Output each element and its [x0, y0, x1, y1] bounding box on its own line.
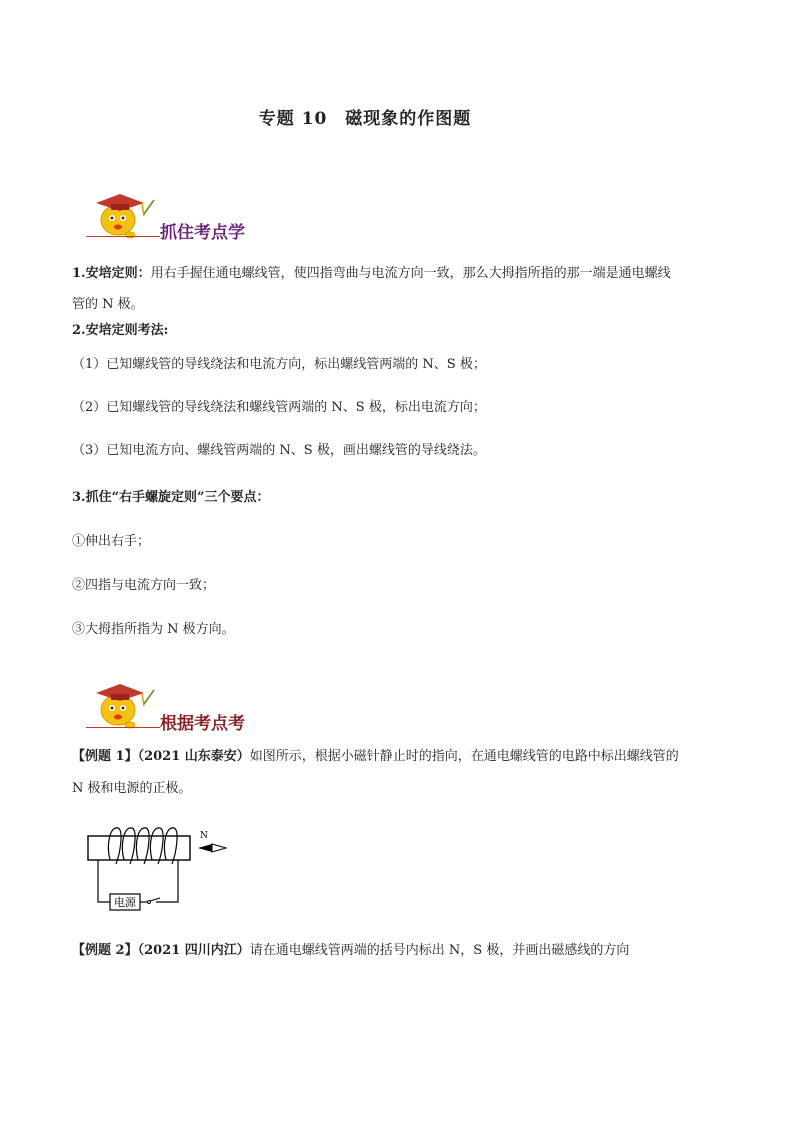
section-underline — [86, 236, 160, 237]
power-source-label: 电源 — [114, 896, 136, 909]
section-heading: 根据考点考 — [160, 714, 245, 734]
key-point: ①伸出右手； — [72, 534, 151, 549]
key-points-heading: 3.抓住“右手螺旋定则”三个要点： — [72, 490, 270, 505]
example-text: 如图所示，根据小磁针静止时的指向，在通电螺线管的电路中标出螺线管的 — [249, 749, 679, 764]
needle-light-half — [212, 844, 226, 852]
example-1-line-2: N 极和电源的正极。 — [72, 781, 192, 796]
method-item: （1）已知螺线管的导线绕法和电流方向，标出螺线管两端的 N、S 极； — [72, 357, 486, 372]
example-tag: 【例题 1】（2021 山东泰安） — [72, 749, 250, 764]
rule-line-1 — [72, 267, 671, 280]
section-underline — [86, 727, 160, 728]
method-heading: 2.安培定则考法: — [72, 323, 169, 338]
switch-lever — [150, 898, 160, 901]
mascot-icon — [80, 668, 162, 730]
method-item: （3）已知电流方向、螺线管两端的 N、S 极，画出螺线管的导线绕法。 — [72, 443, 486, 458]
example-2-line — [72, 944, 629, 957]
wire-right — [156, 860, 178, 902]
key-point: ③大拇指所指为 N 极方向。 — [72, 622, 235, 637]
rule-text: 用右手握住通电螺线管，使四指弯曲与电流方向一致，那么大拇指所指的那一端是通电螺线 — [150, 266, 671, 281]
rule-label: 1.安培定则： — [72, 266, 151, 281]
solenoid-circuit-figure — [80, 824, 240, 914]
page-title: 专题 10 磁现象的作图题 — [258, 109, 472, 129]
example-text: 请在通电螺线管两端的括号内标出 N，S 极，并画出磁感线的方向 — [249, 943, 630, 958]
example-tag: 【例题 2】（2021 四川内江） — [72, 943, 250, 958]
needle-dark-half — [198, 844, 212, 852]
key-point: ②四指与电流方向一致； — [72, 578, 216, 593]
method-item: （2）已知螺线管的导线绕法和螺线管两端的 N、S 极，标出电流方向； — [72, 400, 486, 415]
mascot-icon — [80, 178, 162, 240]
rule-line-2: 管的 N 极。 — [72, 297, 144, 312]
example-1-line-1 — [72, 750, 679, 763]
wire-left — [98, 860, 110, 902]
section-heading: 抓住考点学 — [160, 223, 245, 243]
needle-n-label: N — [200, 831, 208, 841]
